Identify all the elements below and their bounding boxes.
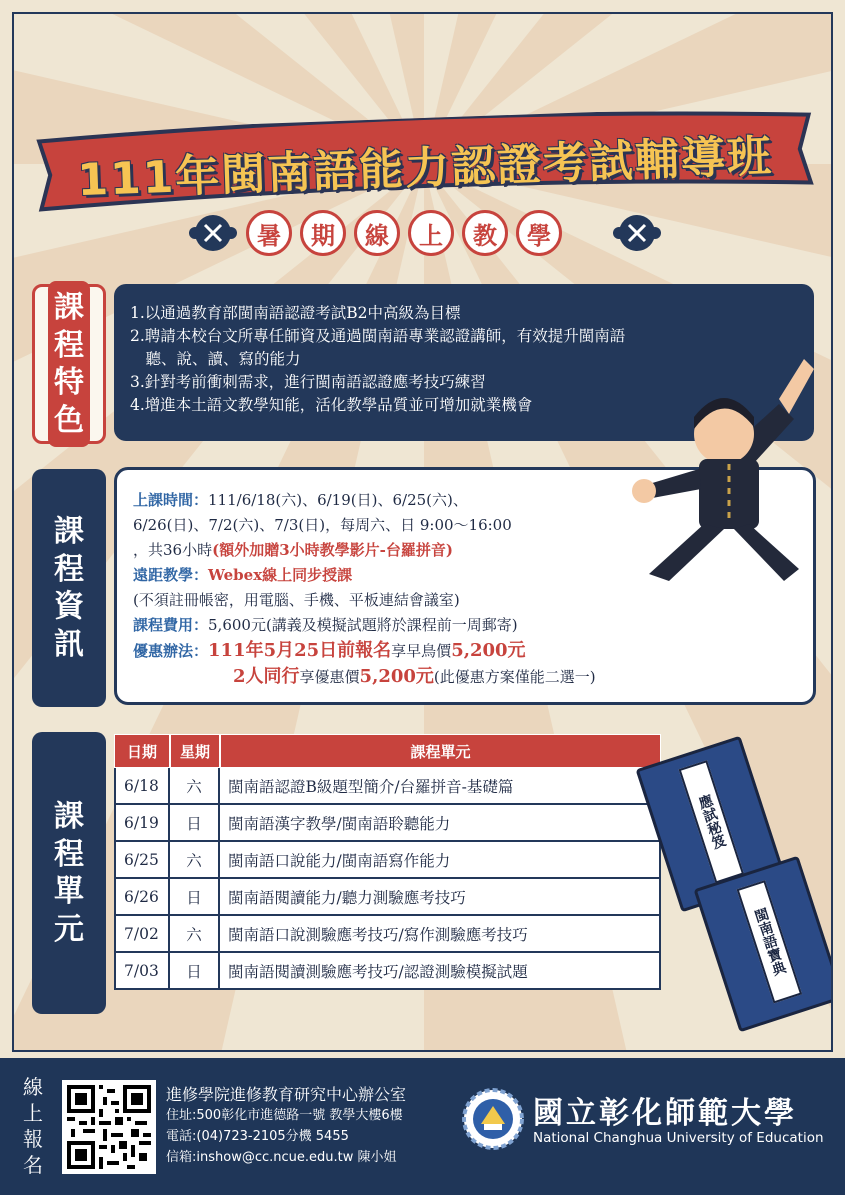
units-label-char: 單: [54, 874, 84, 909]
units-label-char: 課: [54, 799, 84, 834]
feature-item: 聽、說、讀、寫的能力: [130, 350, 301, 368]
row-date: 6/26: [114, 879, 170, 916]
row-weekday: 日: [170, 953, 220, 990]
discount-line-1: [133, 638, 797, 664]
signup-char: 上: [23, 1101, 43, 1125]
row-date: 7/02: [114, 916, 170, 953]
subtitle-char: 教: [462, 210, 508, 256]
row-unit: 閩南語閱讀能力/聽力測驗應考技巧: [220, 879, 661, 916]
remote-note: (不須註冊帳密，用電腦、手機、平板連結會議室): [133, 591, 460, 609]
table-row: [114, 768, 661, 805]
discount-line-2: [133, 664, 797, 690]
university-logo-icon: [462, 1088, 524, 1150]
subtitle-char: 期: [300, 210, 346, 256]
row-unit: 閩南語口說測驗應考技巧/寫作測驗應考技巧: [220, 916, 661, 953]
address: 住址:500彰化市進德路一號 教學大樓6樓: [166, 1108, 403, 1123]
feature-item: 3.針對考前衝刺需求，進行閩南語認證應考技巧練習: [130, 373, 486, 391]
email[interactable]: 信箱:inshow@cc.ncue.edu.tw 陳小姐: [166, 1150, 397, 1165]
table-row: [114, 916, 661, 953]
row-date: 7/03: [114, 953, 170, 990]
info-label: [32, 469, 106, 707]
units-label-char: 程: [54, 836, 84, 872]
remote-key: 遠距教學：: [133, 566, 209, 584]
signup-label: [20, 1074, 46, 1178]
subtitle-char: 學: [516, 210, 562, 256]
signup-qr-code[interactable]: [62, 1080, 156, 1174]
book-title: 閩南語寶典: [737, 880, 803, 1003]
phone: 電話:(04)723-2105分機 5455: [166, 1129, 349, 1144]
table-row: [114, 879, 661, 916]
knot-right-icon: [612, 208, 662, 258]
footer: [0, 1058, 845, 1195]
page-title: 111年閩南語能力認證考試輔導班: [76, 130, 774, 207]
university-name: 國立彰化師範大學: [533, 1096, 797, 1131]
discount-group-text: 享優惠價: [299, 668, 360, 686]
row-unit: 閩南語漢字教學/閩南語聆聽能力: [220, 805, 661, 842]
feature-item: 1.以通過教育部閩南語認證考試B2中高級為目標: [130, 304, 461, 322]
remote-value: Webex線上同步授課: [208, 566, 353, 584]
row-unit: 閩南語口說能力/閩南語寫作能力: [220, 842, 661, 879]
university-name-en: National Changhua University of Education: [533, 1130, 824, 1146]
time-total: ，共36小時: [133, 541, 213, 559]
features-label-char: 特: [54, 365, 84, 400]
header-unit: 課程單元: [220, 734, 661, 768]
book-title: 應試秘笈: [679, 760, 745, 883]
fee-line: [133, 613, 797, 638]
units-label-char: 元: [54, 911, 84, 947]
row-weekday: 日: [170, 879, 220, 916]
feature-item: 2.聘請本校台文所專任師資及通過閩南語專業認證講師，有效提升閩南語: [130, 327, 626, 345]
features-label-char: 色: [54, 402, 84, 438]
signup-char: 報: [23, 1127, 43, 1151]
row-weekday: 六: [170, 768, 220, 805]
fee-key: 課程費用：: [133, 616, 209, 634]
office-name: 進修學院進修教育研究中心辦公室: [166, 1085, 407, 1104]
subtitle-char: 暑: [246, 210, 292, 256]
units-label: [32, 732, 106, 1014]
row-date: 6/18: [114, 768, 170, 805]
signup-char: 線: [23, 1075, 43, 1099]
poster-frame: [12, 12, 833, 1052]
subtitle-char: 線: [354, 210, 400, 256]
info-label-char: 課: [54, 514, 84, 549]
row-unit: 閩南語認證B級題型簡介/台羅拼音-基礎篇: [220, 768, 661, 805]
row-weekday: 六: [170, 842, 220, 879]
discount-group-price: 5,200元: [359, 666, 434, 687]
header-date: 日期: [114, 734, 170, 768]
discount-early-price: 5,200元: [451, 640, 526, 661]
features-label: [32, 284, 106, 444]
row-date: 6/25: [114, 842, 170, 879]
table-row: [114, 842, 661, 879]
subtitle-char: 上: [408, 210, 454, 256]
row-date: 6/19: [114, 805, 170, 842]
info-label-char: 資: [54, 589, 84, 624]
kungfu-figure-illustration: [629, 359, 819, 589]
knot-left-icon: [188, 208, 238, 258]
info-label-char: 訊: [54, 626, 84, 662]
signup-char: 名: [23, 1153, 43, 1177]
discount-group: 2人同行: [233, 666, 300, 687]
time-value: 111/6/18(六)、6/19(日)、6/25(六)、: [208, 491, 468, 509]
header-weekday: 星期: [170, 734, 220, 768]
discount-key: 優惠辦法：: [133, 642, 209, 660]
features-label-char: 課: [54, 290, 84, 325]
bonus-text: (額外加贈3小時教學影片-台羅拼音): [212, 541, 453, 559]
features-label-char: 程: [54, 327, 84, 363]
row-unit: 閩南語閱讀測驗應考技巧/認證測驗模擬試題: [220, 953, 661, 990]
time-key: 上課時間：: [133, 491, 209, 509]
row-weekday: 六: [170, 916, 220, 953]
table-row: [114, 805, 661, 842]
subtitle-row: [246, 210, 562, 256]
time-line-2: 6/26(日)、7/2(六)、7/3(日)，每周六、日 9:00～16:00: [133, 516, 512, 534]
discount-early-text: 享早鳥價: [391, 642, 452, 660]
discount-deadline: 111年5月25日前報名: [208, 640, 392, 661]
discount-note: (此優惠方案僅能二選一): [433, 668, 596, 686]
row-weekday: 日: [170, 805, 220, 842]
qr-pattern: [67, 1085, 151, 1169]
info-label-char: 程: [54, 551, 84, 587]
fee-value: 5,600元(講義及模擬試題將於課程前一周郵寄): [208, 616, 518, 634]
feature-item: 4.增進本土語文教學知能，活化教學品質並可增加就業機會: [130, 396, 533, 414]
table-row: [114, 953, 661, 990]
units-table: [114, 734, 661, 990]
contact-info: [166, 1084, 406, 1168]
